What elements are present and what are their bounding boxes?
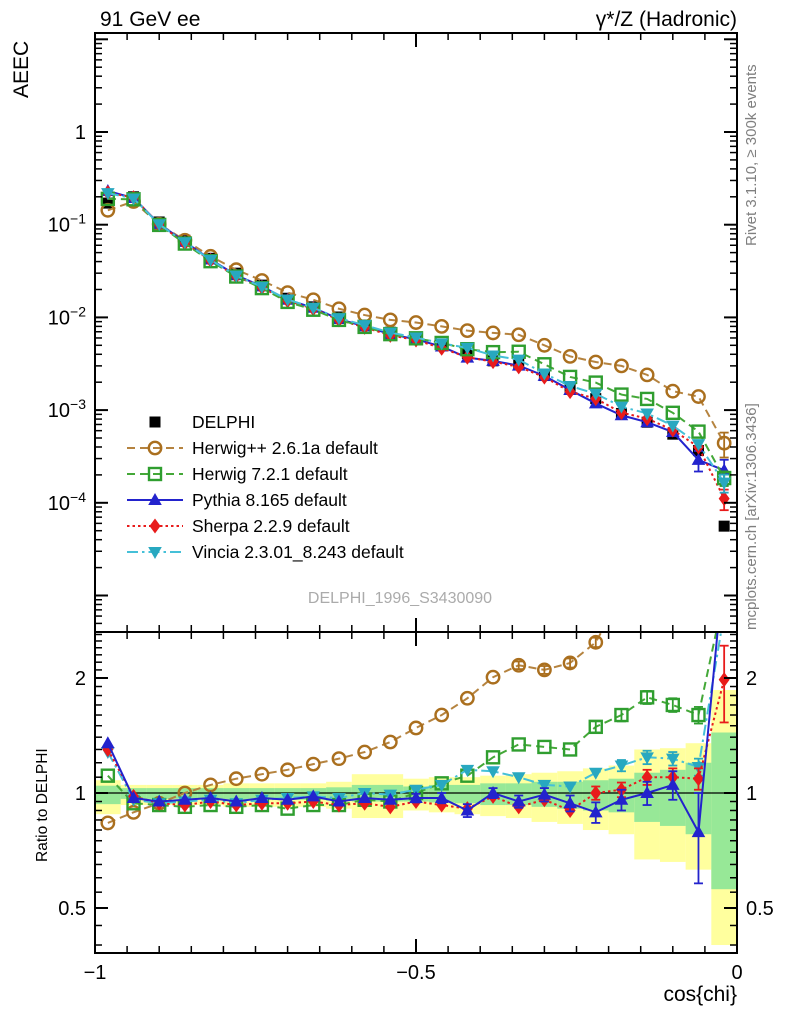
main-ytick-label: 1: [74, 122, 86, 144]
ratio-ytick-label-left: 0.5: [58, 897, 86, 920]
watermark: DELPHI_1996_S3430090: [307, 590, 493, 607]
title-right: γ*/Z (Hadronic): [595, 8, 737, 31]
ratio-ytick-label-right: 0.5: [746, 897, 774, 920]
legend: [192, 412, 404, 563]
x-axis-label: cos{chi}: [663, 983, 737, 1006]
rivet-caption: Rivet 3.1.10, ≥ 300k events: [743, 64, 760, 246]
legend-label-sherpa: Sherpa 2.2.9 default: [192, 516, 350, 536]
xtick-label: 0: [731, 962, 743, 984]
ratio-ytick-label-left: 1: [74, 783, 86, 805]
title-left: 91 GeV ee: [100, 8, 201, 31]
main-ytick-label: $10^{-1}$: [47, 210, 86, 237]
xtick-label: −1: [83, 962, 107, 984]
legend-label-pythia: Pythia 8.165 default: [192, 490, 347, 510]
main-ytick-label: $10^{-3}$: [47, 396, 86, 423]
ratio-y-axis-label: Ratio to DELPHI: [34, 748, 51, 862]
legend-glyphs: [127, 417, 183, 560]
series-main-sherpa: [102, 185, 729, 510]
mcplots-caption: mcplots.cern.ch [arXiv:1306.3436]: [743, 403, 760, 630]
main-ytick-label: $10^{-4}$: [47, 488, 86, 515]
ratio-ytick-label-right: 1: [746, 783, 758, 805]
ratio-ytick-label-left: 2: [74, 668, 86, 691]
main-y-axis-label: AEEC: [10, 40, 33, 98]
legend-label-herwig7: Herwig 7.2.1 default: [192, 464, 348, 484]
xtick-label: −0.5: [396, 962, 436, 984]
legend-marker-sherpa: [150, 519, 161, 534]
legend-marker-delphi: [150, 417, 161, 428]
chart-generated-layer: [48, 33, 774, 984]
ratio-ytick-label-right: 2: [746, 668, 758, 691]
legend-label-herwigpp: Herwig++ 2.6.1a default: [192, 438, 378, 458]
legend-label-vincia: Vincia 2.3.01_8.243 default: [192, 542, 404, 562]
legend-label-delphi: DELPHI: [192, 412, 256, 432]
main-ytick-label: $10^{-2}$: [47, 303, 86, 330]
